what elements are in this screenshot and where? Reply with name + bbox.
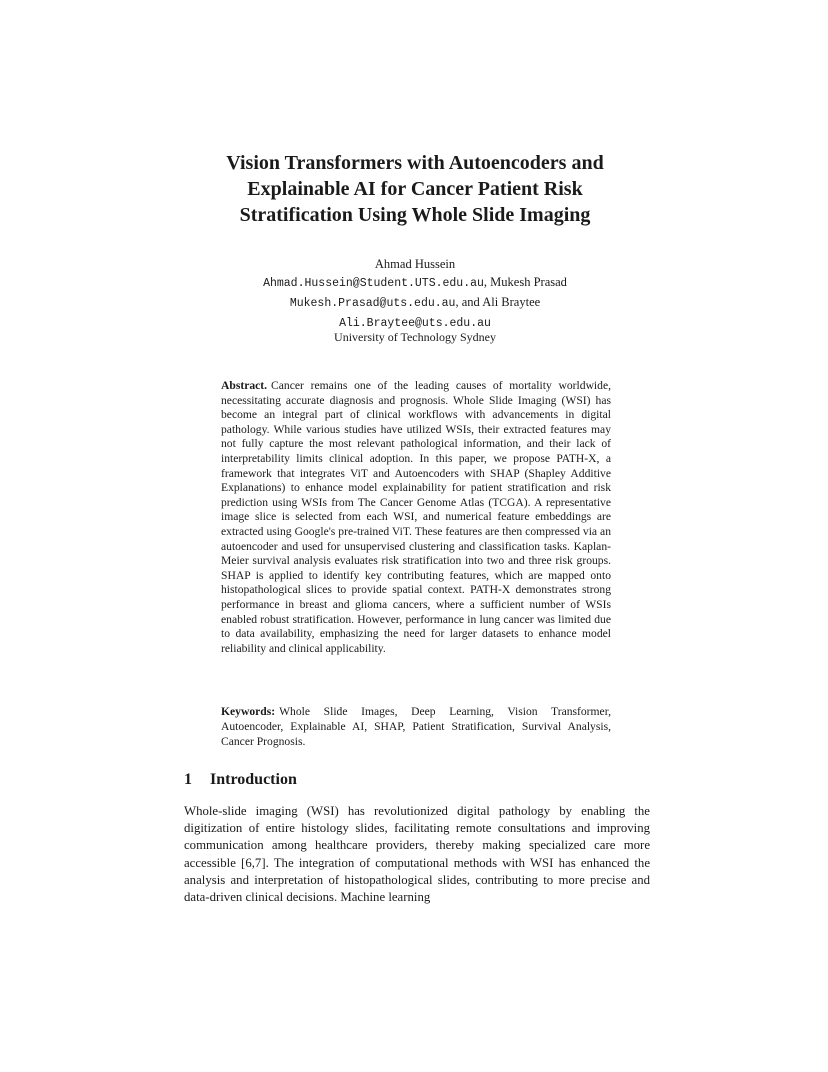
- keywords-label: Keywords:: [221, 705, 276, 718]
- author-line: [190, 273, 640, 293]
- author-email: Ali.Braytee@uts.edu.au: [339, 317, 491, 330]
- author-email: Mukesh.Prasad@uts.edu.au: [289, 297, 456, 310]
- abstract-text: Cancer remains one of the leading causes of mortality worldwide, necessitating accurate diagnosis and prognosis. Whole Slide Imaging (WSI) has become an integral part of clinical workflows with advancements in digital pathology. While various studies have utilized WSIs, their extracted features may not fully capture the most relevant pathological information, and their lack of interpretability limits clinical adoption. In this paper, we propose PATH-X, a framework that integrates ViT and Autoencoders with SHAP (Shapley Additive Explanations) to enhance model explainability for patient stratification and risk prediction using WSIs from The Cancer Genome Atlas (TCGA). A representative image slice is selected from each WSI, and numerical feature embeddings are extracted using Google's pre-trained ViT. These features are then compressed via an autoencoder and used for unsupervised clustering and classification tasks. Kaplan-Meier survival analysis evaluates risk stratification into two and three risk groups. SHAP is applied to identify key contributing features, which are mapped onto histopathological slices to provide spatial context. PATH-X demonstrates strong performance in breast and glioma cancers, where a sufficient number of WSIs enabled robust stratification. However, performance in lung cancer was limited due to data availability, emphasizing the need for larger datasets to enhance model reliability and clinical applicability.: [221, 379, 611, 655]
- section-title: Introduction: [210, 771, 297, 788]
- title-line: Explainable AI for Cancer Patient Risk: [247, 178, 583, 200]
- paper-title: [170, 150, 660, 228]
- affiliation: University of Technology Sydney: [334, 330, 496, 344]
- author-name: , and Ali Braytee: [455, 295, 541, 309]
- keywords-text: Whole Slide Images, Deep Learning, Vision Transformer, Autoencoder, Explainable AI, SHAP, Patient Stratification, Survival Analysis, Cancer Prognosis.: [221, 705, 611, 748]
- title-line: Vision Transformers with Autoencoders and: [226, 152, 604, 174]
- abstract: [221, 379, 611, 656]
- intro-paragraph: Whole-slide imaging (WSI) has revolutionized digital pathology by enabling the digitization of entire histology slides, facilitating remote consultations and improving communication among healthcare providers, thereby making specialized care more accessible [6,7]. The integration of computational methods with WSI has enhanced the analysis and interpretation of histopathological slides, contributing to more precise and data-driven clinical decisions. Machine learning: [184, 804, 650, 905]
- author-name: Ahmad Hussein: [374, 257, 456, 271]
- author-name: , Mukesh Prasad: [483, 275, 567, 289]
- author-line: [190, 293, 640, 313]
- keywords: [221, 704, 611, 749]
- section-heading: [184, 771, 297, 789]
- abstract-label: Abstract.: [221, 379, 268, 392]
- author-email: Ahmad.Hussein@Student.UTS.edu.au: [263, 277, 484, 290]
- title-line: Stratification Using Whole Slide Imaging: [239, 204, 591, 226]
- section-number: 1: [184, 771, 192, 788]
- author-block: [190, 255, 640, 333]
